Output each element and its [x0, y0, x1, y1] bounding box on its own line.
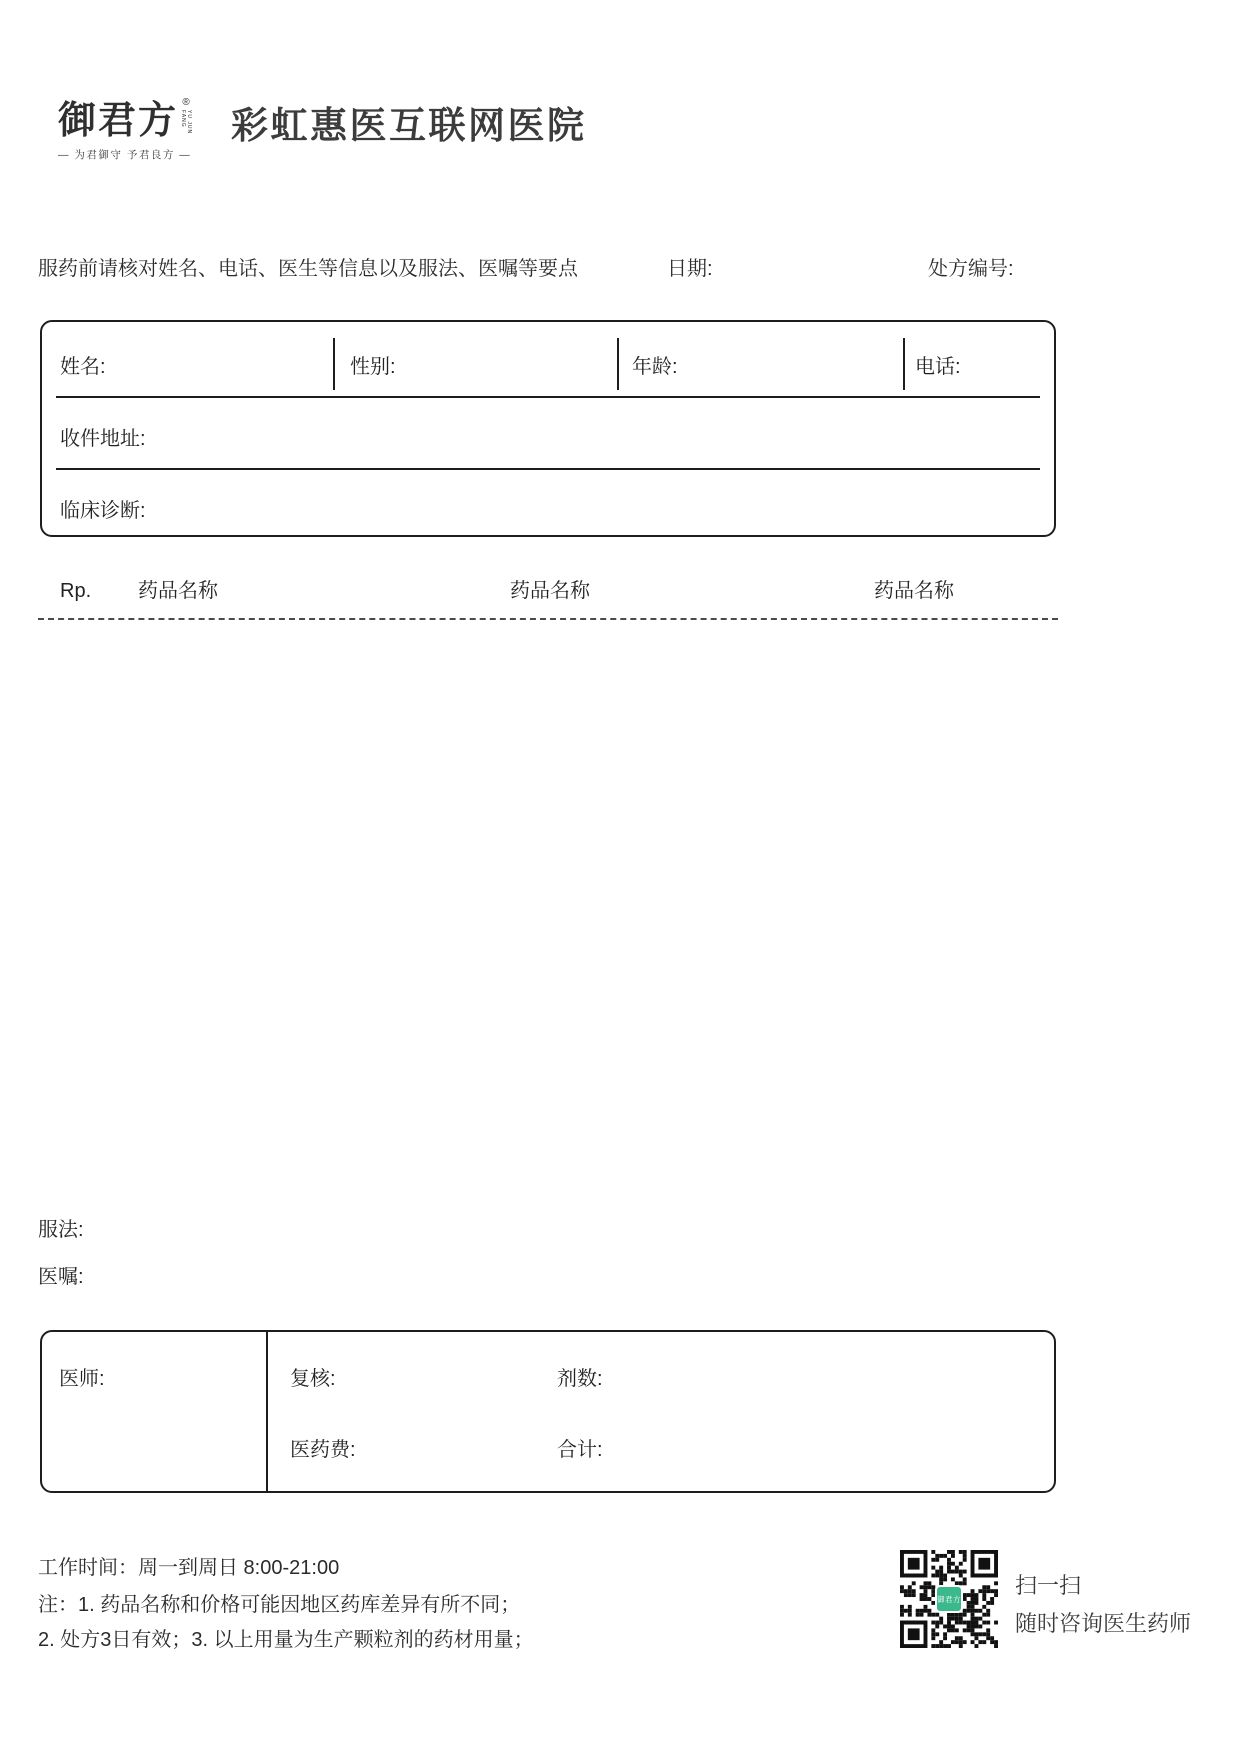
- row-divider: [56, 396, 1040, 398]
- drug-name-column-header: 药品名称: [138, 580, 218, 602]
- name-label: 姓名:: [60, 356, 106, 378]
- phone-label: 电话:: [915, 356, 961, 378]
- drug-name-column-header: 药品名称: [510, 580, 590, 602]
- brand-tagline: — 为君御守 予君良方 —: [58, 149, 192, 161]
- registered-trademark-icon: ®: [182, 97, 190, 108]
- diagnosis-label: 临床诊断:: [60, 500, 146, 522]
- total-label: 合计:: [557, 1439, 603, 1461]
- column-divider: [617, 338, 619, 390]
- physician-label: 医师:: [59, 1368, 105, 1390]
- brand-logo: [58, 98, 228, 162]
- column-divider: [903, 338, 905, 390]
- age-label: 年龄:: [632, 356, 678, 378]
- column-divider: [266, 1332, 268, 1491]
- advice-label: 医嘱:: [38, 1266, 84, 1288]
- hospital-title: 彩虹惠医互联网医院: [231, 105, 587, 146]
- signoff-box: [40, 1330, 1056, 1493]
- dashed-separator: [38, 618, 1058, 620]
- qr-scan-description: 随时咨询医生药师: [1015, 1611, 1192, 1636]
- work-hours: 工作时间：周一到周日 8:00-21:00: [38, 1557, 340, 1579]
- qr-center-text: 御君方: [937, 1594, 961, 1604]
- qr-code: [900, 1550, 998, 1648]
- usage-label: 服法:: [38, 1219, 84, 1241]
- qr-scan-label: 扫一扫: [1015, 1573, 1082, 1598]
- patient-info-box: [40, 320, 1056, 537]
- qr-center-logo: [935, 1585, 963, 1613]
- note-line-2: 2. 处方3日有效；3. 以上用量为生产颗粒剂的药材用量；: [38, 1629, 534, 1651]
- medicine-fee-label: 医药费:: [290, 1439, 356, 1461]
- address-label: 收件地址:: [60, 428, 146, 450]
- gender-label: 性别:: [350, 356, 396, 378]
- drug-name-column-header: 药品名称: [874, 580, 954, 602]
- row-divider: [56, 468, 1040, 470]
- brand-logo-pinyin: YU JUN FANG: [180, 110, 193, 135]
- column-divider: [333, 338, 335, 390]
- doses-label: 剂数:: [557, 1368, 603, 1390]
- brand-logo-side: [180, 98, 192, 140]
- note-line-1: 注：1. 药品名称和价格可能因地区药库差异有所不同；: [38, 1594, 521, 1616]
- verify-notice: 服药前请核对姓名、电话、医生等信息以及服法、医嘱等要点: [38, 258, 578, 280]
- date-label: 日期:: [667, 258, 713, 280]
- review-label: 复核:: [290, 1368, 336, 1390]
- rp-label: Rp.: [60, 580, 92, 602]
- rx-number-label: 处方编号:: [928, 258, 1014, 280]
- brand-logo-text: 御君方: [58, 97, 179, 142]
